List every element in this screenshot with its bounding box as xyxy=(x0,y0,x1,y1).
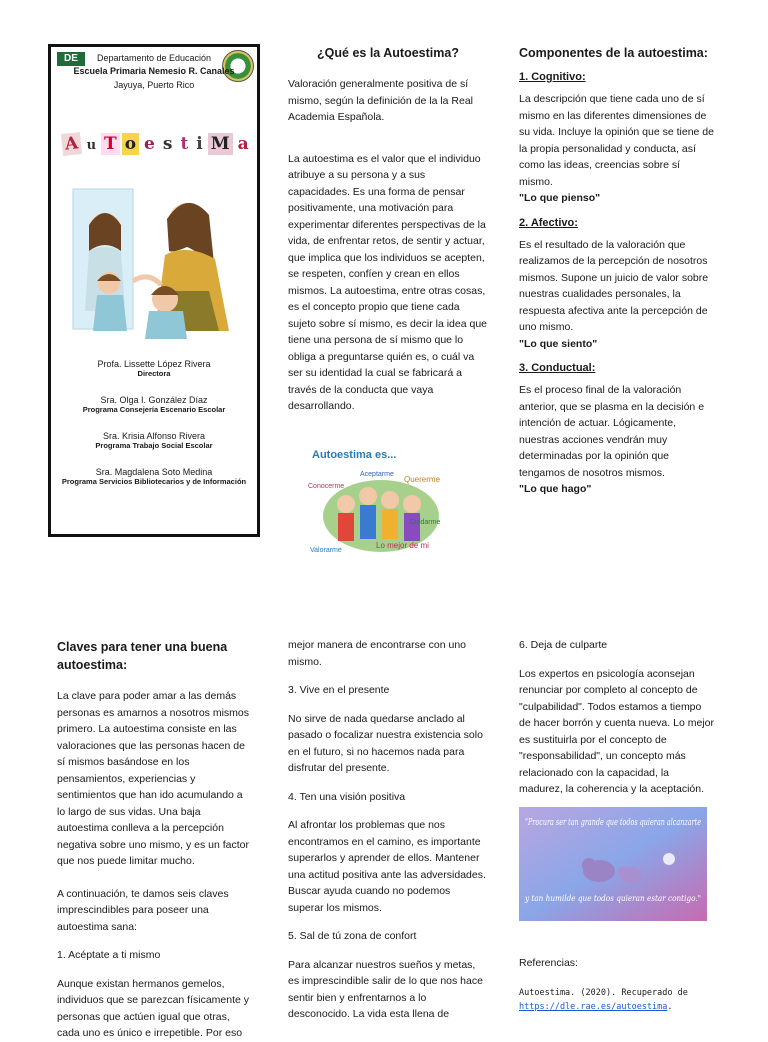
quote-elephants-image xyxy=(519,807,707,921)
image-word: Cuidarme xyxy=(410,519,441,526)
staff-name: Sra. Magdalena Soto Medina xyxy=(95,467,213,477)
school-location: Jayuya, Puerto Rico xyxy=(113,80,195,90)
staff-role: Programa Consejería Escenario Escolar xyxy=(82,405,226,414)
image-caption: Autoestima es... xyxy=(312,449,397,461)
component-text: Es el resultado de la valoración que realizamos de la percepción de nosotros mismos. Supone un juicio de valor sobre nuestras cualidades personales, la respuesta afectiva ante la percepción de uno mismo. xyxy=(519,238,709,333)
keys-section xyxy=(57,638,253,1039)
staff-name: Sra. Olga I. González Díaz xyxy=(100,395,208,405)
keys-intro-paragraph: La clave para poder amar a las demás personas es amarnos a nosotros mismos primero. La autoestima consiste en las valoraciones que las personas hacen de sí mismos basándose en los pensamientos, experiencias y sentimientos que han ido acumulando a lo largo de sus vidas. Una baja autoestima conlleva a la percepción negativa sobre uno mismo, y es un factor que nos puede limitar mucho. xyxy=(57,690,250,867)
keys-continued-section xyxy=(288,637,488,1024)
staff-role: Programa Servicios Bibliotecarios y de Información xyxy=(61,477,247,486)
key-text: No sirve de nada quedarse anclado al pasado o focalizar nuestra existencia solo en el futuro, si no hacemos nada para disfrutar del presente. xyxy=(288,712,483,774)
title-letter: u xyxy=(86,138,97,153)
key-heading: 3. Vive en el presente xyxy=(288,684,390,696)
key-heading: 5. Sal de tú zona de confort xyxy=(288,930,417,942)
staff-role: Directora xyxy=(137,369,171,378)
reference-text: Autoestima. (2020). Recuperado de xyxy=(519,987,688,998)
staff-name: Profa. Lissette López Rivera xyxy=(97,359,211,369)
definition-paragraph: Valoración generalmente positiva de sí mismo, según la definición de la la Real Academia Española. xyxy=(288,78,474,123)
department-name: Departamento de Educación xyxy=(96,53,212,63)
school-name: Escuela Primaria Nemesio R. Canales xyxy=(73,66,235,76)
key-heading: 1. Acéptate a ti mismo xyxy=(57,949,161,961)
title-letter: M xyxy=(208,133,233,155)
title-letter: T xyxy=(101,133,120,155)
component-quote: "Lo que hago" xyxy=(519,483,592,495)
quote-line-2: y tan humilde que todos quieran estar contigo." xyxy=(524,894,701,903)
mother-children-illustration xyxy=(69,181,241,341)
title-letter: a xyxy=(237,134,249,154)
autoestima-es-illustration xyxy=(306,444,446,559)
key-text: Para alcanzar nuestros sueños y metas, es imprescindible salir de lo que nos hace sentir bien y enfrentarnos a lo desconocido. La vida esta llena de xyxy=(288,958,483,1020)
title-letter: i xyxy=(196,134,203,154)
what-is-section xyxy=(288,44,488,415)
staff-role: Programa Trabajo Social Escolar xyxy=(95,441,213,450)
cover-title xyxy=(59,133,255,155)
title-letter: s xyxy=(162,134,173,154)
key-text: Al afrontar los problemas que nos encontramos en el camino, es importante superarlos y aprender de ellos. Mantener una actitud positiva ante las adversidades. Buscar ayuda cuando no podemos superar los mismos. xyxy=(288,819,486,914)
title-letter: e xyxy=(144,134,155,154)
section-title: Claves para tener una buena autoestima: xyxy=(57,640,228,672)
image-word: Aceptarme xyxy=(360,471,394,478)
image-word: Lo mejor de mi xyxy=(376,541,429,550)
key-text: mejor manera de encontrarse con uno mismo. xyxy=(288,639,467,668)
key-text: Los expertos en psicología aconsejan renunciar por completo al concepto de "culpabilidad". Todos estamos a tiempo de hacer borrón y cuenta nueva. Lo mejor es sustituirla por el concepto de "responsabilidad", un concepto más relacionado con la capacidad, la madurez, la coherencia y la aceptación. xyxy=(519,667,714,795)
quote-line-1: "Procura ser tan grande que todos quieran alcanzarte xyxy=(525,818,701,828)
title-letter: A xyxy=(61,132,82,156)
staff-name: Sra. Krisia Alfonso Rivera xyxy=(102,431,206,441)
section-title: ¿Qué es la Autoestima? xyxy=(317,46,459,60)
key-text: Aunque existan hermanos gemelos, individuos que se parezcan físicamente y personas que actúen igual que otras, cada uno es único e irrepetible. Por eso xyxy=(57,977,250,1039)
references-section xyxy=(519,955,719,1014)
references-title: Referencias: xyxy=(519,957,578,969)
section-title: Componentes de la autoestima: xyxy=(519,46,708,60)
reference-entry xyxy=(519,986,719,1014)
component-text: Es el proceso final de la valoración anterior, que se plasma en la decisión e intención de actuar. Lógicamente, nuestras acciones vendrán muy determinadas por la opinión que tengamos de nosotros mismos. xyxy=(519,384,705,479)
title-letter: o xyxy=(122,133,139,155)
explanation-paragraph: La autoestima es el valor que el individuo atribuye a su persona y a sus capacidades. Es una forma de pensar positivamente, una motivación para experimentar diferentes perspectivas de la vida, de enfrentar retos, de sentir y actuar, que implica que los individuos se acepten, se respeten, confíen y crean en ellos mismos. La autoestima, entre otras cosas, es el concepto propio que tiene cada sujeto sobre sí mismo, es decir la idea que tiene una persona de sí mismo que lo obliga a preguntarse quién es, o cuál va ser su identidad la cual se fabricará a través de la conducta que vaya desarrollando. xyxy=(288,152,488,412)
image-word: Quererme xyxy=(404,475,441,484)
component-heading: 3. Conductual: xyxy=(519,362,596,374)
keys-final-section xyxy=(519,637,715,798)
component-quote: "Lo que siento" xyxy=(519,337,598,350)
department-logo: DE xyxy=(57,52,85,66)
components-section xyxy=(519,44,715,498)
image-word: Conocerme xyxy=(308,483,345,490)
title-letter: t xyxy=(180,134,189,154)
reference-link[interactable]: https://dle.rae.es/autoestima xyxy=(519,1001,668,1012)
keys-lead-paragraph: A continuación, te damos seis claves imprescindibles para poseer una autoestima sana: xyxy=(57,887,229,933)
staff-list xyxy=(51,359,257,486)
cover-panel xyxy=(48,44,260,537)
component-text: La descripción que tiene cada uno de sí mismo en las diferentes dimensiones de su vida. Incluye la opinión que se tiene de la propia personalidad y conducta, así como las ideas, creencias sobre sí mismo. xyxy=(519,93,714,188)
component-heading: 1. Cognitivo: xyxy=(519,71,586,83)
component-heading: 2. Afectivo: xyxy=(519,216,578,229)
key-heading: 4. Ten una visión positiva xyxy=(288,790,406,803)
image-word: Valorarme xyxy=(310,547,342,554)
component-quote: "Lo que pienso" xyxy=(519,192,601,204)
reference-end: . xyxy=(667,1001,673,1012)
key-heading: 6. Deja de culparte xyxy=(519,639,608,651)
